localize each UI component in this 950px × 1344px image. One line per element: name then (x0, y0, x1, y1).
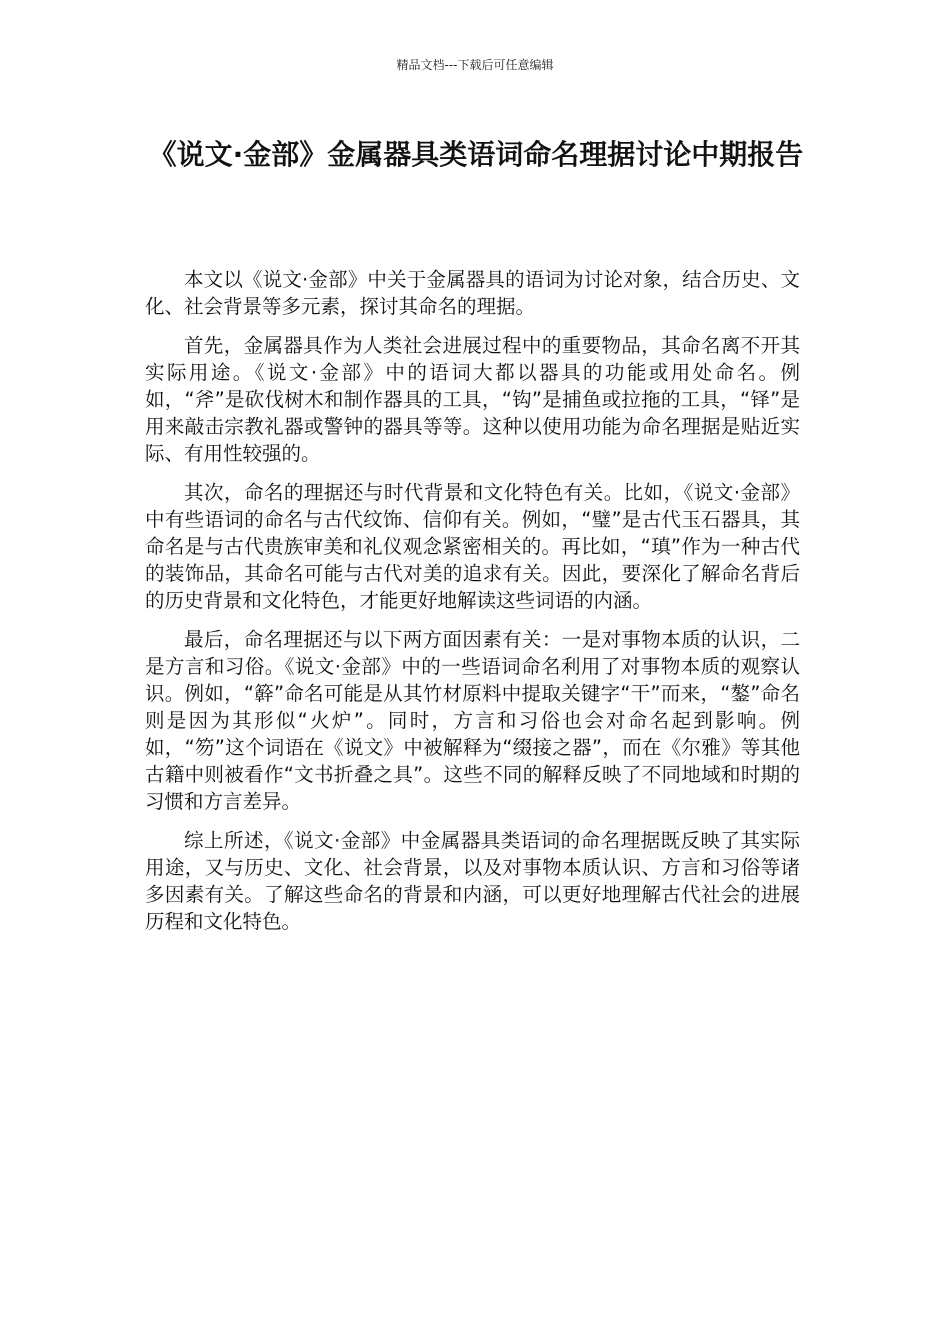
paragraph-conclusion: 综上所述，《说文·金部》中金属器具类语词的命名理据既反映了其实际用途，又与历史、文化、社会背景，以及对事物本质认识、方言和习俗等诸多因素有关。了解这些命名的背景和内涵，可以更好地理解古代社会的进展历程和文化特色。 (145, 829, 800, 933)
document-body (145, 266, 800, 947)
paragraph-function: 首先，金属器具作为人类社会进展过程中的重要物品，其命名离不开其实际用途。《说文·金部》中的语词大都以器具的功能或用处命名。例如，“斧”是砍伐树木和制作器具的工具，“钩”是捕鱼或拉拖的工具，“铎”是用来敲击宗教礼器或警钟的器具等等。这种以使用功能为命名理据是贴近实际、有用性较强的。 (145, 334, 800, 465)
document-title: 《说文·金部》金属器具类语词命名理据讨论中期报告 (148, 138, 804, 171)
page-header: 精品文档---下载后可任意编辑 (396, 58, 554, 72)
paragraph-essence-dialect: 最后，命名理据还与以下两方面因素有关：一是对事物本质的认识，二是方言和习俗。《说文·金部》中的一些语词命名利用了对事物本质的观察认识。例如，“簳”命名可能是从其竹材原料中提取关键字“干”而来，“鏊”命名则是因为其形似“火炉”。同时，方言和习俗也会对命名起到影响。例如，“笏”这个词语在《说文》中被解释为“缀接之器”，而在《尔雅》等其他古籍中则被看作“文书折叠之具”。这些不同的解释反映了不同地域和时期的习惯和方言差异。 (145, 628, 800, 813)
paragraph-intro: 本文以《说文·金部》中关于金属器具的语词为讨论对象，结合历史、文化、社会背景等多元素，探讨其命名的理据。 (145, 268, 800, 318)
paragraph-culture: 其次，命名的理据还与时代背景和文化特色有关。比如，《说文·金部》中有些语词的命名与古代纹饰、信仰有关。例如，“璧”是古代玉石器具，其命名是与古代贵族审美和礼仪观念紧密相关的。再比如，“瑱”作为一种古代的装饰品，其命名可能与古代对美的追求有关。因此，要深化了解命名背后的历史背景和文化特色，才能更好地解读这些词语的内涵。 (145, 481, 800, 612)
